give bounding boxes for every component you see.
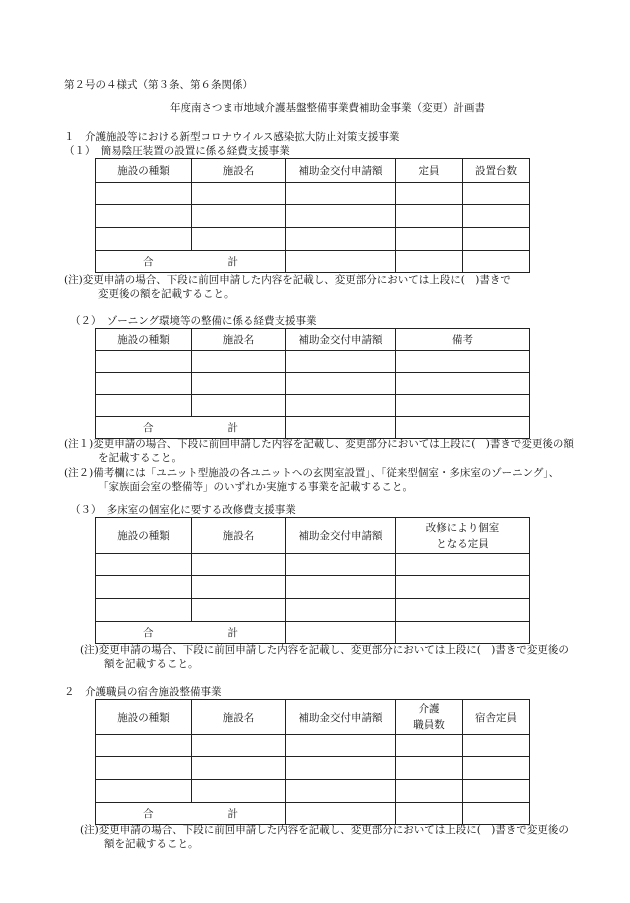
- table-cell[interactable]: [96, 351, 192, 373]
- table-cell[interactable]: [96, 228, 192, 251]
- col-header-line: となる定員: [436, 537, 489, 550]
- table-cell[interactable]: [396, 228, 463, 251]
- section1-sub2-heading: （２） ゾーニング環境等の整備に係る経費支援事業: [70, 315, 317, 327]
- form-number: 第２号の４様式（第３条、第６条関係）: [64, 79, 253, 91]
- table-cell[interactable]: [192, 780, 286, 803]
- table-cell[interactable]: [396, 395, 530, 417]
- col-header: 補助金交付申請額: [286, 518, 396, 554]
- section1-sub3-heading: （３） 多床室の個室化に要する改修費支援事業: [70, 504, 296, 516]
- table-negative-pressure: [95, 158, 530, 273]
- table-cell[interactable]: [463, 251, 530, 273]
- col-header: 施設の種類: [96, 700, 192, 735]
- table-cell[interactable]: [192, 205, 286, 228]
- col-header: 補助金交付申請額: [286, 159, 396, 183]
- total-row: [96, 803, 530, 825]
- table-cell[interactable]: [396, 205, 463, 228]
- total-label: [96, 622, 286, 644]
- section2-heading: ２ 介護職員の宿舎施設整備事業: [64, 686, 222, 698]
- table-cell[interactable]: [286, 351, 396, 373]
- table-row: [96, 205, 530, 228]
- table-cell[interactable]: [463, 205, 530, 228]
- total-label: [96, 803, 286, 825]
- col-header: 施設名: [192, 329, 286, 351]
- col-header: 定員: [396, 159, 463, 183]
- total-label-right: 計: [227, 808, 238, 820]
- col-header: 宿舎定員: [463, 700, 530, 735]
- table-row: [96, 599, 530, 622]
- table-cell[interactable]: [96, 373, 192, 395]
- table-cell[interactable]: [192, 395, 286, 417]
- table-cell[interactable]: [396, 373, 530, 395]
- table-cell[interactable]: [396, 757, 463, 780]
- header-row: [96, 700, 530, 735]
- note-sub1: [64, 273, 574, 301]
- table-cell[interactable]: [286, 780, 396, 803]
- col-header: 補助金交付申請額: [286, 329, 396, 351]
- table-cell[interactable]: [286, 757, 396, 780]
- table-cell[interactable]: [463, 228, 530, 251]
- table-cell[interactable]: [396, 351, 530, 373]
- table-cell[interactable]: [396, 735, 463, 757]
- table-cell[interactable]: [396, 576, 530, 599]
- notes-sub2: [64, 437, 574, 494]
- note-text: (注)変更申請の場合、下段に前回申請した内容を記載し、変更部分においては上段に( )書きで変更後の額を記載すること。: [80, 644, 569, 670]
- table-cell[interactable]: [96, 780, 192, 803]
- col-header-line: 職員数: [413, 719, 445, 731]
- col-header-line: 介護: [418, 703, 440, 715]
- table-cell[interactable]: [192, 373, 286, 395]
- col-header: 施設の種類: [96, 159, 192, 183]
- col-header: 補助金交付申請額: [286, 700, 396, 735]
- header-row: [96, 518, 530, 554]
- table-row: [96, 576, 530, 599]
- note2-sub2: (注２)備考欄には「ユニット型施設の各ユニットへの玄関室設置」、「従来型個室・多床室のゾーニング」、「家族面会室の整備等」のいずれか実施する事業を記載すること。: [64, 467, 560, 493]
- note-section2: [80, 823, 574, 851]
- table-cell[interactable]: [96, 599, 192, 622]
- col-header: 設置台数: [463, 159, 530, 183]
- table-cell[interactable]: [463, 735, 530, 757]
- note-sub3: [80, 643, 574, 671]
- col-header: 施設の種類: [96, 329, 192, 351]
- table-cell[interactable]: [396, 622, 530, 644]
- total-label-right: 計: [227, 422, 238, 434]
- total-label-left: 合: [143, 422, 154, 434]
- total-label: [96, 251, 286, 273]
- table-cell[interactable]: [96, 395, 192, 417]
- total-label-left: 合: [143, 627, 154, 639]
- total-row: [96, 622, 530, 644]
- total-row: [96, 251, 530, 273]
- table-cell[interactable]: [192, 757, 286, 780]
- table-cell[interactable]: [192, 576, 286, 599]
- header-row: [96, 329, 530, 351]
- table-dormitory: [95, 699, 530, 825]
- table-cell[interactable]: [286, 576, 396, 599]
- table-private-room: [95, 517, 530, 644]
- table-cell[interactable]: [96, 554, 192, 576]
- table-cell[interactable]: [96, 576, 192, 599]
- col-header-line: 改修により個室: [425, 521, 500, 534]
- table-row: [96, 395, 530, 417]
- table-cell[interactable]: [286, 205, 396, 228]
- table-cell[interactable]: [396, 251, 463, 273]
- table-row: [96, 735, 530, 757]
- total-label-right: 計: [227, 256, 238, 268]
- table-cell[interactable]: [286, 735, 396, 757]
- section1-sub1-heading: （１） 簡易陰圧装置の設置に係る経費支援事業: [64, 145, 290, 157]
- table-row: [96, 757, 530, 780]
- table-cell[interactable]: [96, 183, 192, 205]
- table-zoning: [95, 328, 530, 439]
- table-cell[interactable]: [286, 395, 396, 417]
- section1-heading: １ 介護施設等における新型コロナウイルス感染拡大防止対策支援事業: [64, 131, 400, 143]
- note-text: (注)変更申請の場合、下段に前回申請した内容を記載し、変更部分においては上段に( )書きで変更後の額を記載すること。: [80, 824, 569, 850]
- table-cell[interactable]: [286, 417, 396, 439]
- table-cell[interactable]: [286, 373, 396, 395]
- total-label: [96, 417, 286, 439]
- total-label-right: 計: [227, 627, 238, 639]
- note-line: (注)変更申請の場合、下段に前回申請した内容を記載し、変更部分においては上段に( )書きで: [64, 274, 511, 286]
- col-header: [396, 700, 463, 735]
- table-row: [96, 373, 530, 395]
- col-header: 施設の種類: [96, 518, 192, 554]
- total-row: [96, 417, 530, 439]
- table-row: [96, 183, 530, 205]
- table-cell[interactable]: [463, 183, 530, 205]
- table-cell[interactable]: [192, 735, 286, 757]
- table-cell[interactable]: [192, 228, 286, 251]
- header-row: [96, 159, 530, 183]
- table-cell[interactable]: [96, 205, 192, 228]
- table-cell[interactable]: [286, 251, 396, 273]
- table-cell[interactable]: [396, 780, 463, 803]
- table-row: [96, 228, 530, 251]
- table-row: [96, 351, 530, 373]
- table-cell[interactable]: [396, 599, 530, 622]
- table-cell[interactable]: [396, 417, 530, 439]
- total-label-left: 合: [143, 256, 154, 268]
- table-cell[interactable]: [192, 351, 286, 373]
- table-cell[interactable]: [396, 554, 530, 576]
- table-cell[interactable]: [463, 803, 530, 825]
- table-cell[interactable]: [192, 599, 286, 622]
- table-cell[interactable]: [96, 757, 192, 780]
- col-header: 備考: [396, 329, 530, 351]
- table-row: [96, 554, 530, 576]
- document-title: 年度南さつま市地域介護基盤整備事業費補助金事業（変更）計画書: [170, 102, 485, 114]
- table-row: [96, 780, 530, 803]
- col-header: [396, 518, 530, 554]
- table-cell[interactable]: [463, 757, 530, 780]
- col-header: 施設名: [192, 518, 286, 554]
- total-label-left: 合: [143, 808, 154, 820]
- table-cell[interactable]: [286, 554, 396, 576]
- col-header: 施設名: [192, 700, 286, 735]
- table-cell[interactable]: [192, 554, 286, 576]
- table-cell[interactable]: [396, 803, 463, 825]
- table-cell[interactable]: [192, 183, 286, 205]
- col-header: 施設名: [192, 159, 286, 183]
- table-cell[interactable]: [463, 780, 530, 803]
- table-cell[interactable]: [286, 599, 396, 622]
- table-cell[interactable]: [286, 622, 396, 644]
- table-cell[interactable]: [96, 735, 192, 757]
- table-cell[interactable]: [286, 228, 396, 251]
- table-cell[interactable]: [396, 183, 463, 205]
- note1-sub2: (注１)変更申請の場合、下段に前回申請した内容を記載し、変更部分においては上段に( )書きで変更後の額を記載すること。: [64, 438, 574, 464]
- table-cell[interactable]: [286, 183, 396, 205]
- note-line: 変更後の額を記載すること。: [98, 288, 235, 300]
- table-cell[interactable]: [286, 803, 396, 825]
